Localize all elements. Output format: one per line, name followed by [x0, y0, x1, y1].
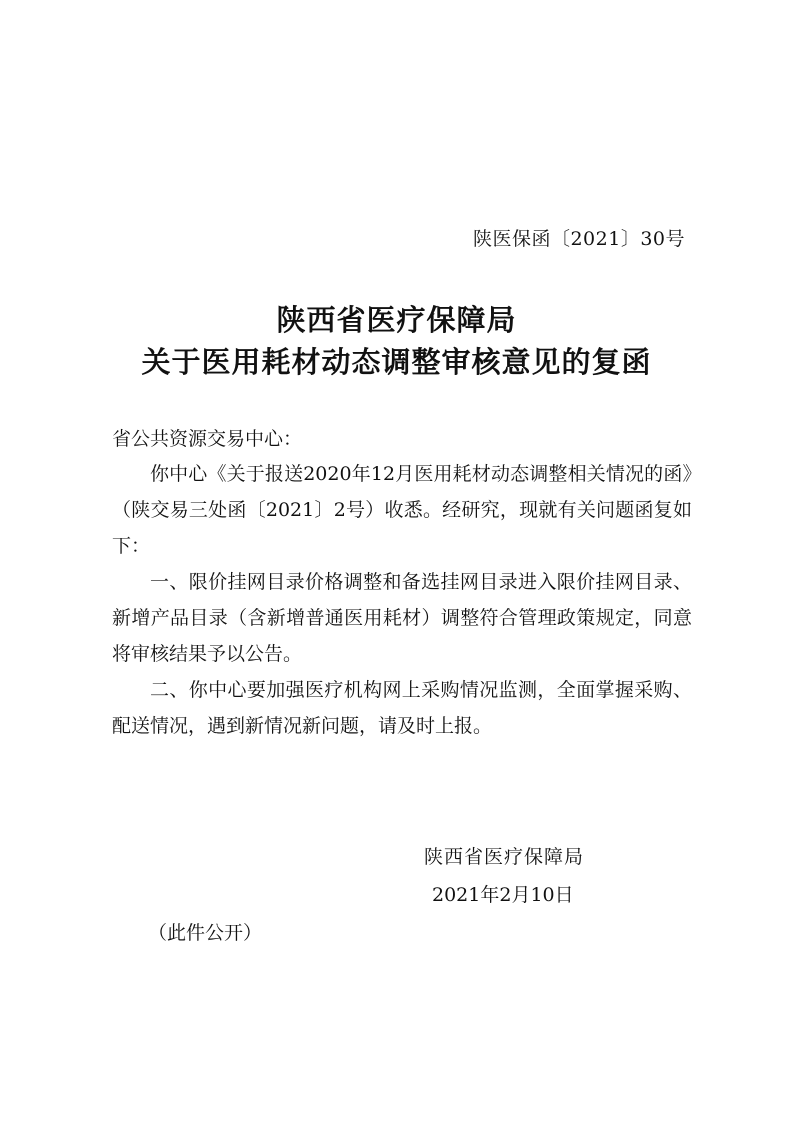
title-line-2: 关于医用耗材动态调整审核意见的复函	[141, 345, 652, 379]
body-paragraph-1: 你中心《关于报送2020年12月医用耗材动态调整相关情况的函》（陕交易三处函〔2021〕2号）收悉。经研究，现就有关问题函复如下：	[112, 463, 692, 557]
body-paragraph-3: 二、你中心要加强医疗机构网上采购情况监测，全面掌握采购、配送情况，遇到新情况新问题，请及时上报。	[112, 679, 692, 737]
signature-organization: 陕西省医疗保障局	[424, 846, 585, 868]
signature-date: 2021年2月10日	[432, 884, 574, 906]
document-number: 陕医保函〔2021〕30号	[472, 228, 685, 250]
salutation: 省公共资源交易中心：	[112, 428, 303, 450]
body-paragraph-2: 一、限价挂网目录价格调整和备选挂网目录进入限价挂网目录、新增产品目录（含新增普通医用耗材）调整符合管理政策规定，同意将审核结果予以公告。	[112, 571, 692, 665]
disclosure-note: （此件公开）	[148, 922, 263, 944]
title-line-1: 陕西省医疗保障局	[276, 303, 517, 337]
